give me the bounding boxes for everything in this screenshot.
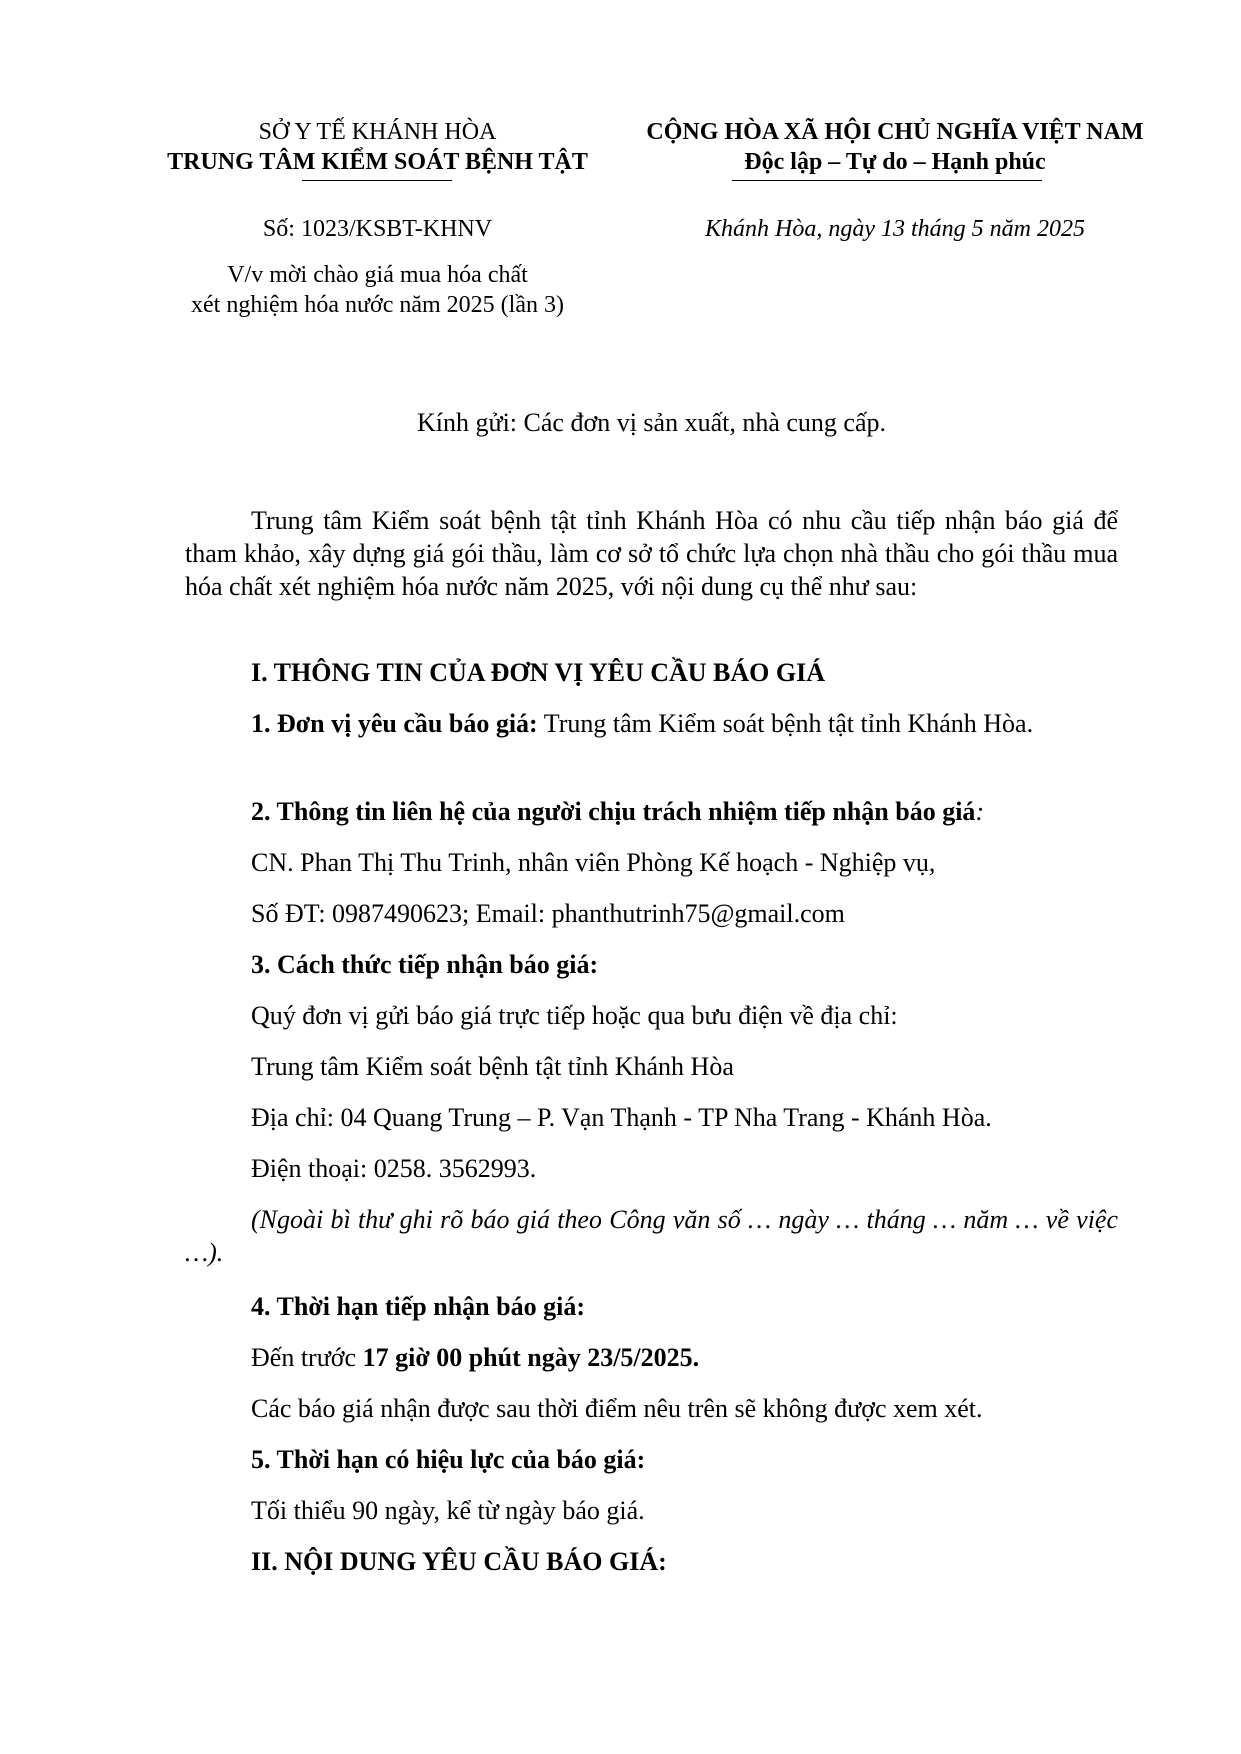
item-4-deadline: 17 giờ 00 phút ngày 23/5/2025. bbox=[362, 1343, 700, 1372]
item-4-deadline-line bbox=[251, 1341, 699, 1374]
contact-phone-email: Số ĐT: 0987490623; Email: phanthutrinh75@gmail.com bbox=[251, 899, 845, 928]
item-3-note: (Ngoài bì thư ghi rõ báo giá theo Công văn số … ngày … tháng … năm … về việc …). bbox=[185, 1205, 1118, 1267]
item-5-label: 5. Thời hạn có hiệu lực của báo giá: bbox=[251, 1445, 646, 1474]
national-motto: Độc lập – Tự do – Hạnh phúc bbox=[744, 149, 1046, 175]
item-5-value: Tối thiểu 90 ngày, kể từ ngày báo giá. bbox=[251, 1496, 645, 1525]
item-4-note: Các báo giá nhận được sau thời điểm nêu trên sẽ không được xem xét. bbox=[251, 1394, 983, 1423]
national-title: CỘNG HÒA XÃ HỘI CHỦ NGHĨA VIỆT NAM bbox=[646, 119, 1144, 145]
motto-underline bbox=[732, 180, 1042, 181]
section-1-title: I. THÔNG TIN CỦA ĐƠN VỊ YÊU CẦU BÁO GIÁ bbox=[251, 658, 826, 687]
agency-name: TRUNG TÂM KIỂM SOÁT BỆNH TẬT bbox=[167, 149, 588, 175]
item-1-value: Trung tâm Kiểm soát bệnh tật tỉnh Khánh Hòa. bbox=[537, 709, 1034, 738]
subject-line-2: xét nghiệm hóa nước năm 2025 (lần 3) bbox=[191, 292, 564, 318]
agency-parent: SỞ Y TẾ KHÁNH HÒA bbox=[258, 119, 497, 145]
item-2 bbox=[251, 795, 984, 828]
item-4-prefix: Đến trước bbox=[251, 1343, 363, 1372]
document-number: Số: 1023/KSBT-KHNV bbox=[262, 216, 493, 242]
recipient-line: Kính gửi: Các đơn vị sản xuất, nhà cung cấp. bbox=[416, 408, 886, 437]
intro-paragraph: Trung tâm Kiểm soát bệnh tật tỉnh Khánh Hòa có nhu cầu tiếp nhận báo giá để tham khảo, xây dựng giá gói thầu, làm cơ sở tổ chức lựa chọn nhà thầu cho gói thầu mua hóa chất xét nghiệm hóa nước năm 2025, với nội dung cụ thể như sau: bbox=[185, 506, 1118, 601]
agency-underline bbox=[302, 180, 452, 181]
item-2-label: 2. Thông tin liên hệ của người chịu trách nhiệm tiếp nhận báo giá bbox=[251, 797, 976, 826]
item-3-label: 3. Cách thức tiếp nhận báo giá: bbox=[251, 950, 599, 979]
item-3-line-1: Quý đơn vị gửi báo giá trực tiếp hoặc qua bưu điện về địa chỉ: bbox=[251, 1001, 898, 1030]
item-1 bbox=[185, 707, 1118, 740]
document-date: Khánh Hòa, ngày 13 tháng 5 năm 2025 bbox=[705, 216, 1085, 242]
item-3-address: Địa chỉ: 04 Quang Trung – P. Vạn Thạnh - TP Nha Trang - Khánh Hòa. bbox=[251, 1103, 992, 1132]
item-1-label: 1. Đơn vị yêu cầu báo giá: bbox=[251, 709, 538, 738]
item-4-label: 4. Thời hạn tiếp nhận báo giá: bbox=[251, 1292, 585, 1321]
subject-line-1: V/v mời chào giá mua hóa chất bbox=[227, 262, 528, 288]
item-3-phone: Điện thoại: 0258. 3562993. bbox=[251, 1154, 537, 1183]
contact-person: CN. Phan Thị Thu Trinh, nhân viên Phòng Kế hoạch - Nghiệp vụ, bbox=[251, 848, 936, 877]
item-2-colon: : bbox=[975, 797, 985, 826]
item-3-line-2: Trung tâm Kiểm soát bệnh tật tỉnh Khánh Hòa bbox=[251, 1052, 734, 1081]
section-2-title: II. NỘI DUNG YÊU CẦU BÁO GIÁ: bbox=[251, 1547, 667, 1576]
